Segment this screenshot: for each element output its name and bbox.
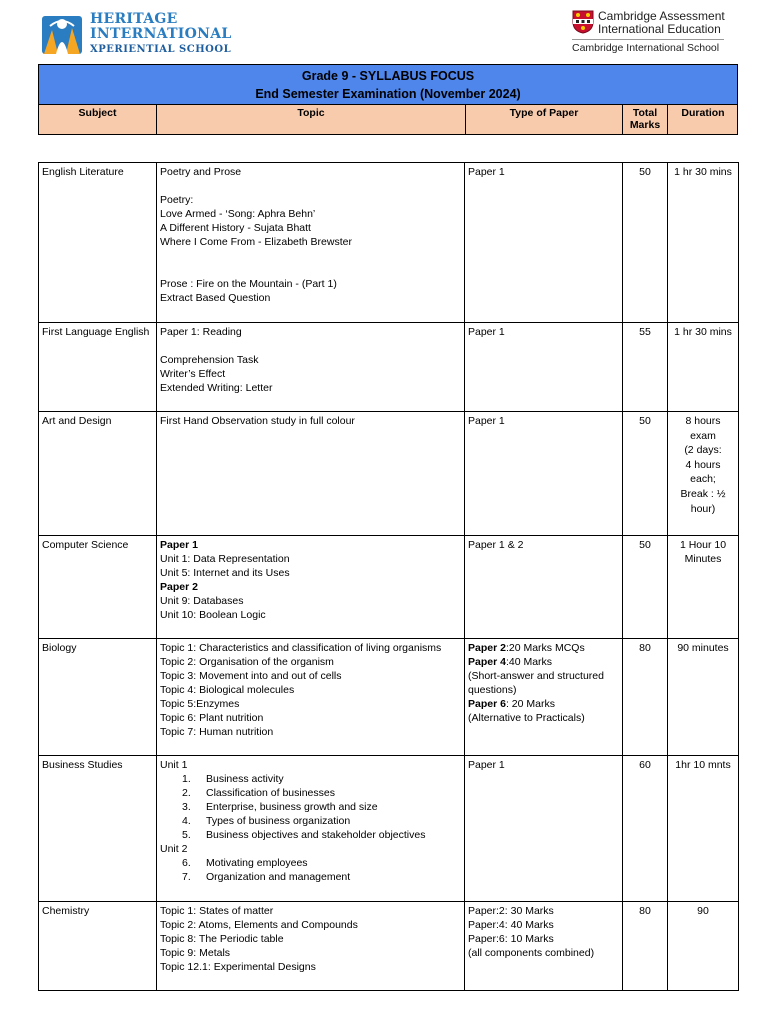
duration-cell: 90 minutes: [668, 639, 739, 756]
duration-cell: 1hr 10 mnts: [668, 756, 739, 902]
marks-cell: 60: [623, 756, 668, 902]
school-name-line2: INTERNATIONAL: [90, 25, 232, 42]
subject-cell: English Literature: [39, 163, 157, 323]
subject-cell: Chemistry: [39, 902, 157, 991]
marks-cell: 80: [623, 902, 668, 991]
column-topic: Topic: [157, 105, 466, 134]
cambridge-line1: Cambridge Assessment: [598, 9, 725, 23]
type-cell: Paper 1: [465, 323, 623, 412]
duration-cell: 1 hr 30 mins: [668, 163, 739, 323]
topic-cell: Poetry and Prose Poetry: Love Armed - ‘Song: Aphra Behn’ A Different History - Sujata Bhatt Where I Come From - Elizabeth Brewster Prose : Fire on the Mountain - (Part 1) Extract Based Question: [157, 163, 465, 323]
duration-cell: 1 Hour 10 Minutes: [668, 536, 739, 639]
topic-cell: Topic 1: States of matter Topic 2: Atoms, Elements and Compounds Topic 8: The Periodic table Topic 9: Metals Topic 12.1: Experimental Designs: [157, 902, 465, 991]
subject-cell: Biology: [39, 639, 157, 756]
table-row: [39, 163, 739, 323]
cambridge-logo: [572, 10, 732, 58]
table-row: [39, 412, 739, 536]
duration-cell: 8 hours exam (2 days: 4 hours each; Break : ½ hour): [668, 412, 739, 536]
column-marks-line1: Total: [632, 107, 658, 119]
subject-cell: Business Studies: [39, 756, 157, 902]
cambridge-school: Cambridge International School: [572, 42, 720, 54]
school-logo-icon: [40, 12, 84, 56]
column-marks: [623, 105, 668, 134]
title-line1: Grade 9 - SYLLABUS FOCUS: [301, 69, 475, 83]
cambridge-crest-icon: [572, 10, 594, 34]
syllabus-table: [38, 162, 739, 991]
cambridge-line2: International Education: [598, 22, 721, 36]
marks-cell: 80: [623, 639, 668, 756]
table-row: [39, 323, 739, 412]
topic-cell: Paper 1: Reading Comprehension Task Writer’s Effect Extended Writing: Letter: [157, 323, 465, 412]
marks-cell: 55: [623, 323, 668, 412]
table-row: [39, 902, 739, 991]
title-line2: End Semester Examination (November 2024): [255, 87, 521, 101]
cambridge-divider: [572, 39, 724, 40]
school-name-line3: XPERIENTIAL SCHOOL: [90, 43, 232, 55]
marks-cell: 50: [623, 163, 668, 323]
column-header: [38, 105, 738, 135]
type-cell: Paper:2: 30 Marks Paper:4: 40 Marks Paper:6: 10 Marks (all components combined): [465, 902, 623, 991]
document-title: [38, 64, 738, 105]
type-cell: Paper 1: [465, 756, 623, 902]
school-name-line1: HERITAGE: [90, 10, 178, 27]
table-row: [39, 536, 739, 639]
marks-cell: 50: [623, 536, 668, 639]
subject-cell: First Language English: [39, 323, 157, 412]
topic-cell: First Hand Observation study in full colour: [157, 412, 465, 536]
subject-cell: Art and Design: [39, 412, 157, 536]
subject-cell: Computer Science: [39, 536, 157, 639]
type-cell: Paper 1: [465, 163, 623, 323]
topic-cell: Unit 1 1. Business activity 2. Classification of businesses 3. Enterprise, business growth and size 4. Types of business organization 5. Business objectives and stakeholder objectives Unit 2 6. Motivating employees 7. Organization and management: [157, 756, 465, 902]
type-cell: Paper 1: [465, 412, 623, 536]
school-logo: [40, 10, 255, 58]
type-cell: Paper 1 & 2: [465, 536, 623, 639]
marks-cell: 50: [623, 412, 668, 536]
column-marks-line2: Marks: [629, 119, 661, 131]
table-row: [39, 756, 739, 902]
topic-cell: Topic 1: Characteristics and classification of living organisms Topic 2: Organisation of the organism Topic 3: Movement into and out of cells Topic 4: Biological molecules Topic 5:Enzymes Topic 6: Plant nutrition Topic 7: Human nutrition: [157, 639, 465, 756]
duration-cell: 90: [668, 902, 739, 991]
table-row: [39, 639, 739, 756]
column-duration: Duration: [681, 107, 725, 119]
column-type: Type of Paper: [466, 105, 623, 134]
type-cell: Paper 2:20 Marks MCQs Paper 4:40 Marks (Short-answer and structured questions) Paper 6: 20 Marks (Alternative to Practicals): [465, 639, 623, 756]
topic-cell: Paper 1 Unit 1: Data Representation Unit 5: Internet and its Uses Paper 2 Unit 9: Databases Unit 10: Boolean Logic: [157, 536, 465, 639]
column-subject: Subject: [39, 105, 157, 134]
duration-cell: 1 hr 30 mins: [668, 323, 739, 412]
